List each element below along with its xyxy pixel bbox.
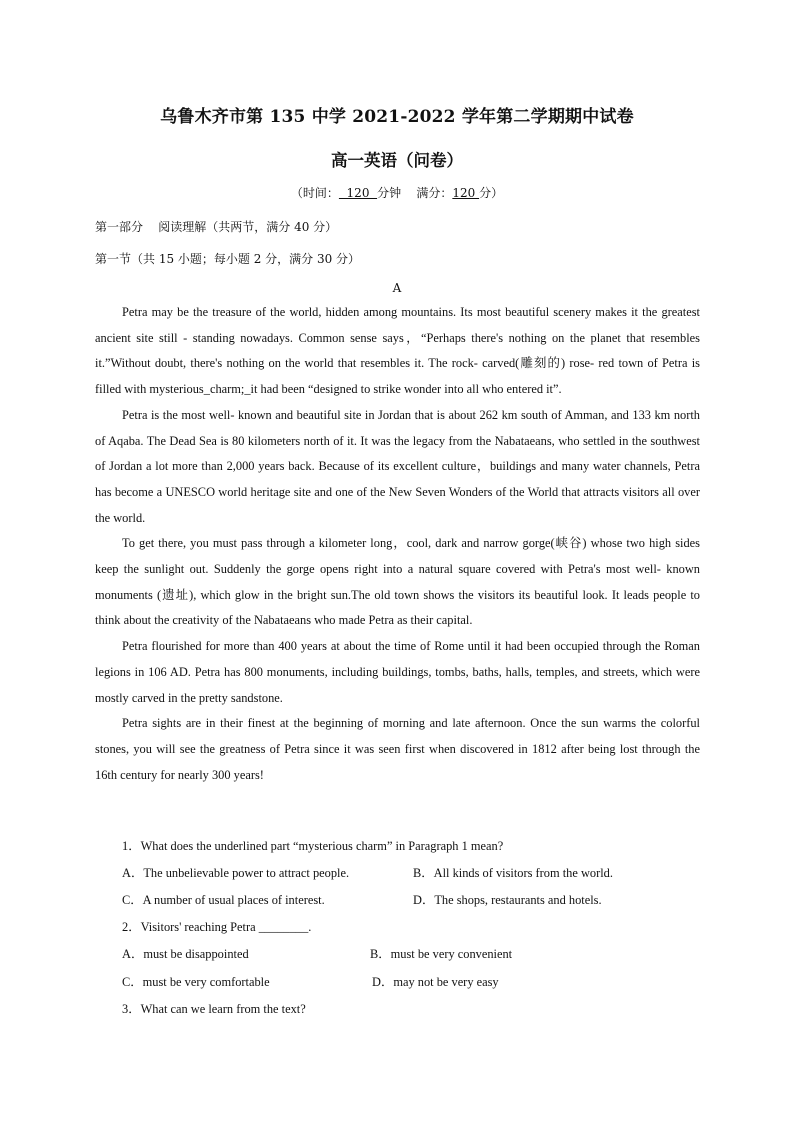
score-suffix: 分） [479, 186, 504, 200]
part-one-heading: 第一部分 阅读理解（共两节，满分 40 分） [95, 220, 338, 234]
question-3-stem: 3．What can we learn from the text? [122, 1002, 306, 1016]
question-1-option-b[interactable]: B．All kinds of visitors from the world. [413, 866, 613, 880]
question-1-option-c[interactable]: C．A number of usual places of interest. [122, 893, 325, 907]
question-2-stem: 2．Visitors' reaching Petra ________. [122, 920, 312, 934]
question-2-option-a[interactable]: A．must be disappointed [122, 947, 249, 961]
passage-paragraph-3: To get there, you must pass through a kilometer long，cool, dark and narrow gorge(峡谷) whose two high sides keep the sunlight out. Suddenly the gorge opens right into a natural square covered with Petra's most well- known monuments (遗址), which glow in the bright sun.The old town shows the visitors its beautiful look. It leads people to think about the creativity of the Nabataeans who made Petra as their capital. [95, 536, 700, 628]
exam-subtitle: 高一英语（问卷） [331, 151, 463, 170]
question-2-option-b[interactable]: B．must be very convenient [370, 947, 513, 961]
time-unit-score-label: 分钟 满分： [377, 186, 453, 200]
passage-paragraph-2: Petra is the most well- known and beautiful site in Jordan that is about 262 km south of Amman, and 133 km north of Aqaba. The Dead Sea is 80 kilometers north of it. It was the legacy from the Nabataeans, who settled in the southwest of Jordan a lot more than 2,000 years back. Because of its excellent culture，buildings and many water channels, Petra has become a UNESCO world heritage site and one of the New Seven Wonders of the World that attracts visitors all over the world. [95, 407, 700, 525]
question-1-option-d[interactable]: D．The shops, restaurants and hotels. [413, 893, 602, 907]
exam-title: 乌鲁木齐市第 135 中学 2021-2022 学年第二学期期中试卷 [160, 107, 634, 127]
passage-label: A [392, 281, 402, 295]
time-value: 120 [338, 186, 378, 200]
question-1-option-a[interactable]: A．The unbelievable power to attract people. [122, 866, 350, 880]
question-2-option-d[interactable]: D．may not be very easy [372, 975, 499, 989]
reading-passage [95, 300, 700, 788]
question-1-stem: 1．What does the underlined part “mysterious charm” in Paragraph 1 mean? [122, 839, 504, 853]
passage-paragraph-5: Petra sights are in their finest at the beginning of morning and late afternoon. Once the sun warms the colorful stones, you will see the greatness of Petra since it was seen first when discovered in 1812 after being lost through the 16th century for nearly 300 years! [95, 716, 700, 782]
time-label: （时间： [290, 186, 339, 200]
score-value: 120 [452, 186, 480, 200]
time-score-line [0, 184, 794, 201]
question-2-option-c[interactable]: C．must be very comfortable [122, 975, 270, 989]
passage-paragraph-1: Petra may be the treasure of the world, hidden among mountains. Its most beautiful scenery makes it the greatest ancient site still - standing nowadays. Common sense says，“Perhaps there's nothing on the planet that resembles it.”Without doubt, there's nothing on the world that resembles it. The rock- carved(雕刻的) rose- red town of Petra is filled with mysterious_charm;_it had been “designed to strike wonder into all who entered it”. [95, 305, 700, 397]
section-one-heading: 第一节（共 15 小题；每小题 2 分，满分 30 分） [95, 252, 361, 266]
passage-paragraph-4: Petra flourished for more than 400 years at about the time of Rome until it had been occupied through the Roman legions in 106 AD. Petra has 800 monuments, including buildings, tombs, baths, halls, temples, and streets, which were mostly carved in the pretty sandstone. [95, 639, 700, 705]
